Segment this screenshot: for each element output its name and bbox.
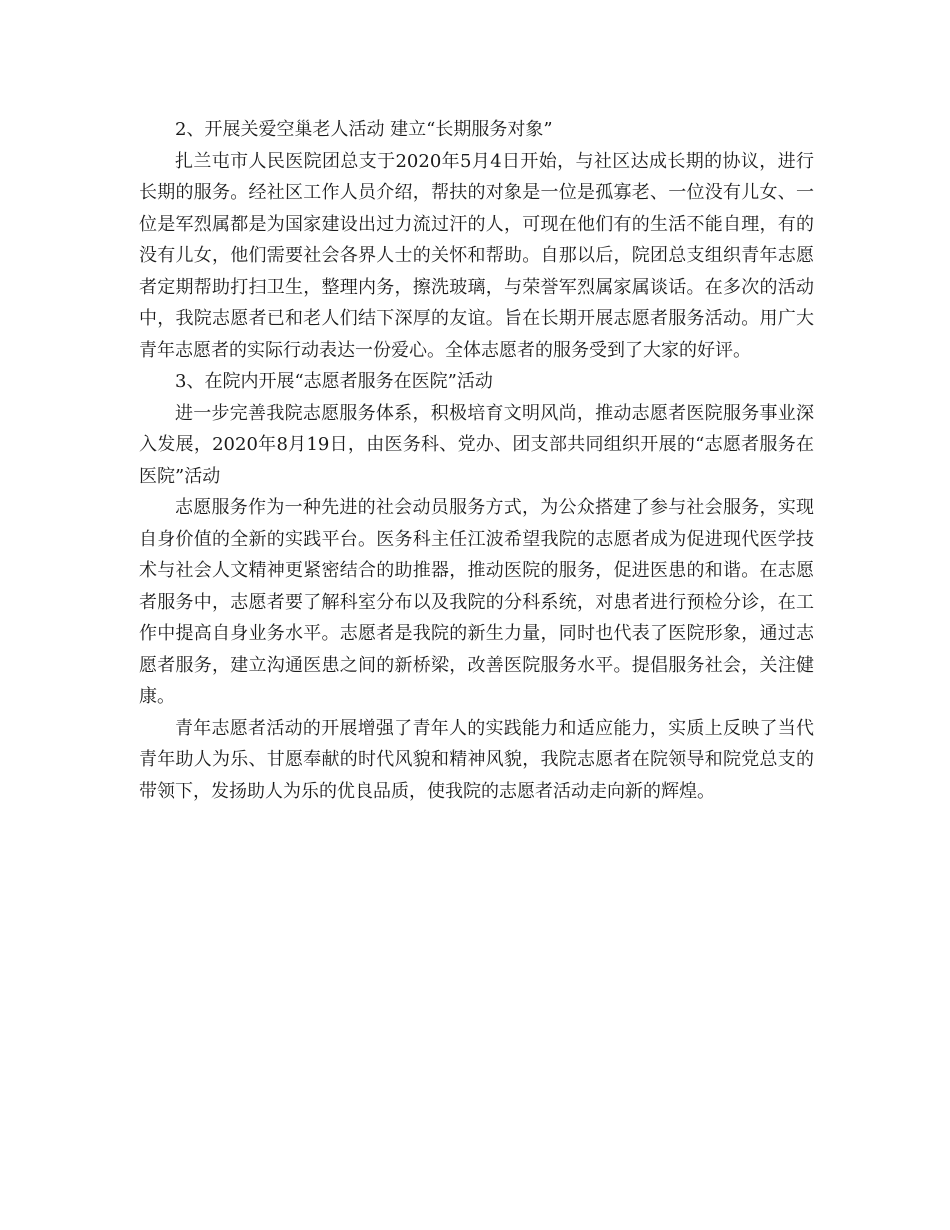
paragraph-conclusion: 青年志愿者活动的开展增强了青年人的实践能力和适应能力，实质上反映了当代青年助人为乐、甘愿奉献的时代风貌和精神风貌，我院志愿者在院领导和院党总支的带领下，发扬助人为乐的优良品质，使我院的志愿者活动走向新的辉煌。 — [139, 717, 814, 802]
document-body — [139, 114, 814, 807]
section-heading-2: 2、开展关爱空巢老人活动 建立“长期服务对象” — [175, 119, 553, 140]
paragraph-volunteer-in-hospital: 进一步完善我院志愿服务体系，积极培育文明风尚，推动志愿者医院服务事业深入发展，2020年8月19日，由医务科、党办、团支部共同组织开展的“志愿者服务在医院”活动 — [139, 402, 814, 487]
paragraph-empty-nest-elderly: 扎兰屯市人民医院团总支于2020年5月4日开始，与社区达成长期的协议，进行长期的服务。经社区工作人员介绍，帮扶的对象是一位是孤寡老、一位没有儿女、一位是军烈属都是为国家建设出过力流过汗的人，可现在他们有的生活不能自理，有的没有儿女，他们需要社会各界人士的关怀和帮助。自那以后，院团总支组织青年志愿者定期帮助打扫卫生，整理内务，擦洗玻璃，与荣誉军烈属家属谈话。在多次的活动中，我院志愿者已和老人们结下深厚的友谊。旨在长期开展志愿者服务活动。用广大青年志愿者的实际行动表达一份爱心。全体志愿者的服务受到了大家的好评。 — [139, 150, 814, 361]
paragraph-volunteer-service-platform: 志愿服务作为一种先进的社会动员服务方式，为公众搭建了参与社会服务，实现自身价值的全新的实践平台。医务科主任江波希望我院的志愿者成为促进现代医学技术与社会人文精神更紧密结合的助推器，推动医院的服务，促进医患的和谐。在志愿者服务中，志愿者要了解科室分布以及我院的分科系统，对患者进行预检分诊，在工作中提高自身业务水平。志愿者是我院的新生力量，同时也代表了医院形象，通过志愿者服务，建立沟通医患之间的新桥梁，改善医院服务水平。提倡服务社会，关注健康。 — [139, 497, 814, 707]
section-heading-3: 3、在院内开展“志愿者服务在医院”活动 — [175, 371, 493, 392]
